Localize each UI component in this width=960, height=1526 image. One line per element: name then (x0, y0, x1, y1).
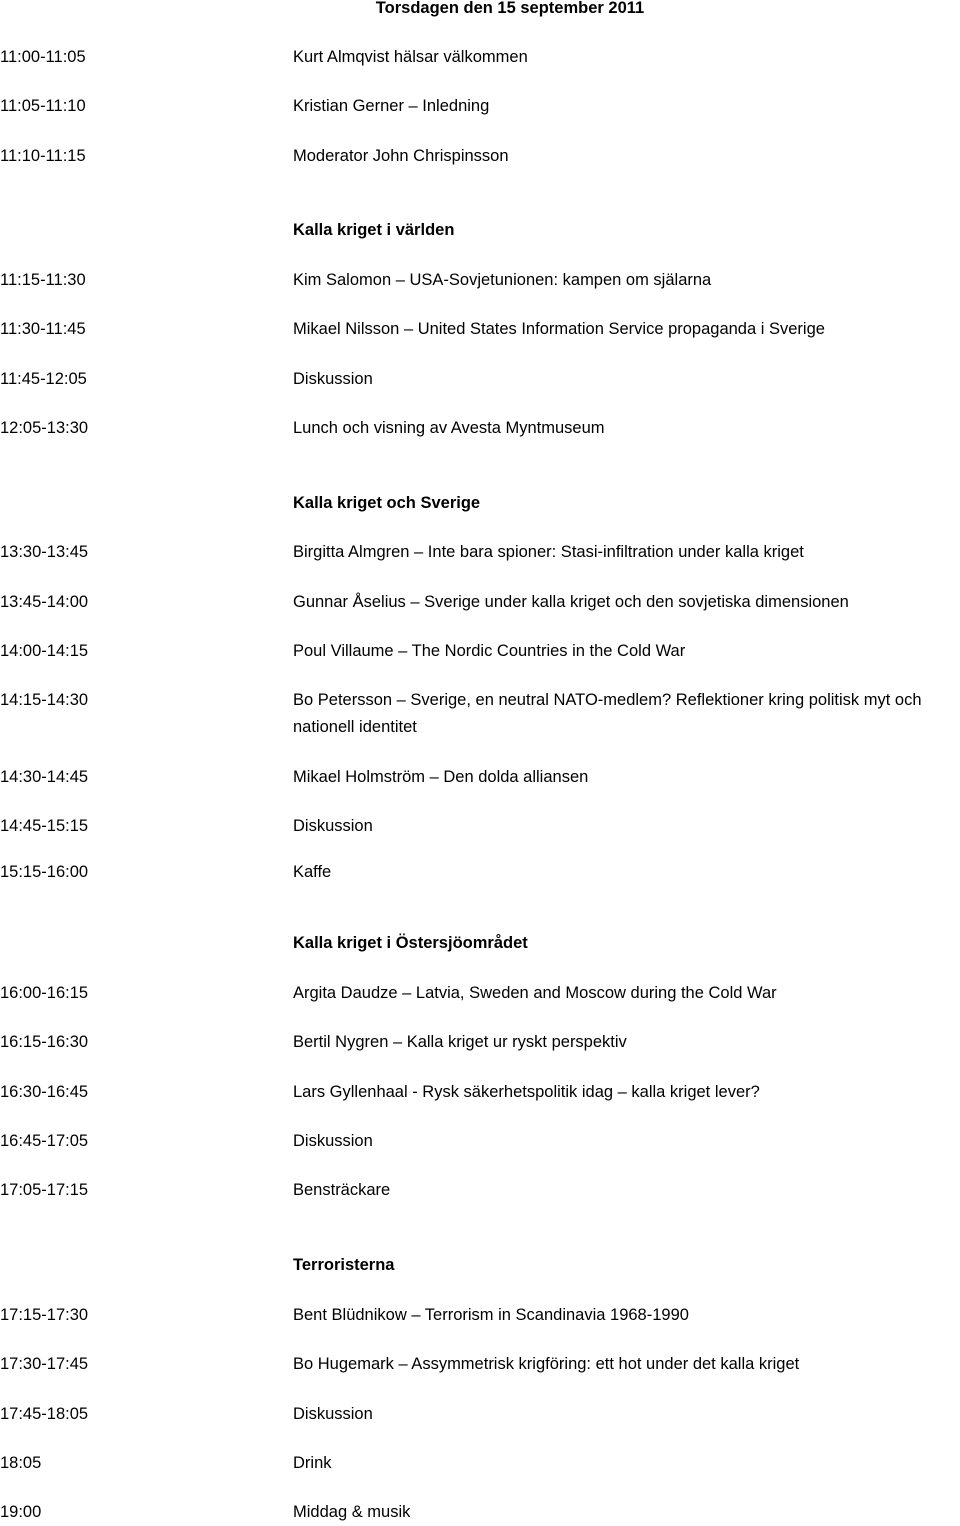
session-text: Lunch och visning av Avesta Myntmuseum (293, 418, 605, 437)
session-text: Gunnar Åselius – Sverige under kalla kriget och den sovjetiska dimensionen (293, 592, 849, 611)
time-slot: 11:45-12:05 (0, 370, 87, 388)
time-slot: 16:30-16:45 (0, 1083, 89, 1101)
time-slot: 16:15-16:30 (0, 1033, 89, 1051)
time-slot: 16:45-17:05 (0, 1132, 89, 1150)
session-text: Diskussion (293, 816, 373, 835)
time-slot: 13:45-14:00 (0, 593, 89, 611)
time-slot: 14:45-15:15 (0, 817, 89, 835)
time-slot: 17:30-17:45 (0, 1355, 89, 1373)
time-slot: 14:00-14:15 (0, 642, 89, 660)
session-text: Bent Blüdnikow – Terrorism in Scandinavia 1968-1990 (293, 1305, 689, 1324)
time-slot: 17:45-18:05 (0, 1405, 89, 1423)
session-text: Argita Daudze – Latvia, Sweden and Moscow during the Cold War (293, 983, 777, 1002)
time-slot: 12:05-13:30 (0, 419, 89, 437)
session-text: Diskussion (293, 1131, 373, 1150)
section-heading: Kalla kriget och Sverige (293, 494, 481, 512)
session-text: Diskussion (293, 369, 373, 388)
time-slot: 15:15-16:00 (0, 863, 89, 881)
session-text: Drink (293, 1453, 332, 1472)
session-text: Kristian Gerner – Inledning (293, 96, 490, 115)
time-slot: 14:15-14:30 (0, 691, 89, 709)
time-slot: 14:30-14:45 (0, 768, 89, 786)
session-text: Bo Petersson – Sverige, en neutral NATO-medlem? Reflektioner kring politisk myt och nationell identitet (293, 690, 922, 736)
time-slot: 11:15-11:30 (0, 271, 86, 289)
time-slot: 17:15-17:30 (0, 1306, 89, 1324)
session-text: Lars Gyllenhaal - Rysk säkerhetspolitik idag – kalla kriget lever? (293, 1082, 760, 1101)
session-text: Birgitta Almgren – Inte bara spioner: Stasi-infiltration under kalla kriget (293, 542, 804, 561)
session-text: Moderator John Chrispinsson (293, 146, 509, 165)
section-heading: Kalla kriget i världen (293, 221, 455, 239)
time-slot: 16:00-16:15 (0, 984, 89, 1002)
section-heading: Kalla kriget i Östersjöområdet (293, 934, 528, 952)
time-slot: 11:10-11:15 (0, 147, 86, 165)
time-slot: 18:05 (0, 1454, 42, 1472)
session-text: Middag & musik (293, 1502, 411, 1521)
session-text: Poul Villaume – The Nordic Countries in the Cold War (293, 641, 686, 660)
session-text: Bensträckare (293, 1180, 391, 1199)
time-slot: 11:30-11:45 (0, 320, 86, 338)
session-text: Mikael Nilsson – United States Information Service propaganda i Sverige (293, 319, 825, 338)
section-heading: Terroristerna (293, 1256, 395, 1274)
session-text: Mikael Holmström – Den dolda alliansen (293, 767, 589, 786)
time-slot: 19:00 (0, 1503, 42, 1521)
session-text: Bo Hugemark – Assymmetrisk krigföring: ett hot under det kalla kriget (293, 1354, 800, 1373)
session-text: Kaffe (293, 862, 332, 881)
page-title: Torsdagen den 15 september 2011 (375, 0, 645, 17)
session-text: Diskussion (293, 1404, 373, 1423)
session-text: Kurt Almqvist hälsar välkommen (293, 47, 528, 66)
time-slot: 13:30-13:45 (0, 543, 89, 561)
time-slot: 11:05-11:10 (0, 97, 86, 115)
session-text: Bertil Nygren – Kalla kriget ur ryskt perspektiv (293, 1032, 627, 1051)
time-slot: 11:00-11:05 (0, 48, 86, 66)
time-slot: 17:05-17:15 (0, 1181, 89, 1199)
session-text: Kim Salomon – USA-Sovjetunionen: kampen om själarna (293, 270, 712, 289)
